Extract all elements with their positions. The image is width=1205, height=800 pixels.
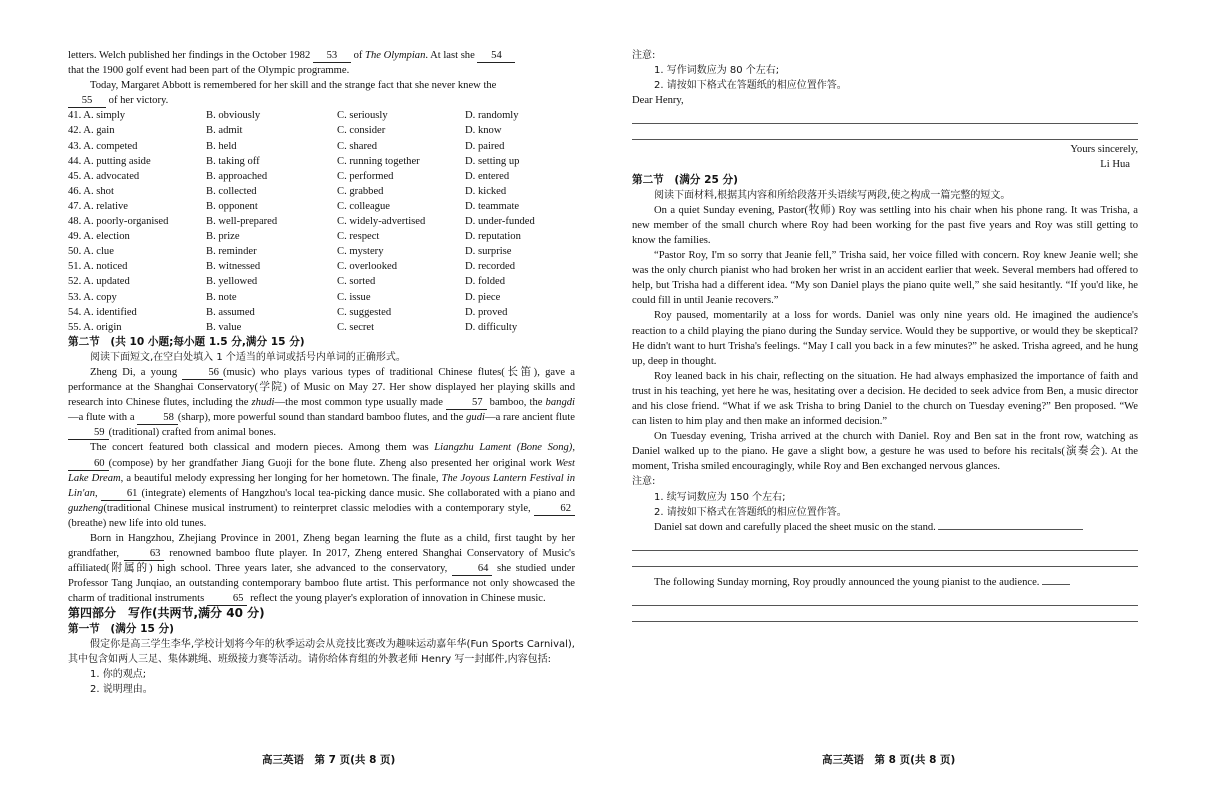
option-d: D. piece [465,291,501,303]
option-a: 46. A. shot [68,185,114,197]
option-b: B. held [206,140,237,152]
option-c: C. performed [337,170,394,182]
intro-line-2: that the 1900 golf event had been part of the Olympic programme. [68,65,350,77]
option-c: C. suggested [337,306,392,318]
option-row [68,320,575,335]
blank-53: 53 [313,50,351,63]
task1-item-2: 2. 说明理由。 [90,683,153,695]
blank-65: 65 [207,593,248,606]
option-row [68,139,575,154]
left-page [68,48,575,697]
option-row [68,290,575,305]
story-paragraph: “Pastor Roy, I'm so sorry that Jeanie fell,” Trisha said, her voice filled with concern. Roy knew Jeanie well; she was the only church pianist who had broken her wrist in an accident earlier that week. Several members had offered to help, but Trisha had a different idea. “My son Daniel plays the piano quite well,” she said hesitantly. “If you'd like, he could fill in until Jeanie recovers.” [632,250,1138,307]
option-a: 52. A. updated [68,276,130,288]
blank-56: 56 [182,367,223,380]
continuation-start-2: The following Sunday morning, Roy proudly announced the young pianist to the audience. [632,575,1138,590]
blank-64: 64 [452,563,493,576]
blank-60: 60 [68,458,109,471]
option-c: C. overlooked [337,261,398,273]
answer-line [632,535,1138,551]
story-paragraph: On a quiet Sunday evening, Pastor(牧师) Roy was settling into his chair when his phone rang. It was Trisha, a new member of the small church where Roy had been working for the past five years and Roy was still getting to know the families. [632,204,1138,246]
option-row [68,214,575,229]
writing-task-1: 假定你是高三学生李华,学校计划将今年的秋季运动会从竞技比赛改为趣味运动嘉年华(Fun Sports Carnival),其中包含如两人三足、集体跳绳、班级接力赛等活动。请你给体育组的外教老师 Henry 写一封邮件,内容包括: [68,638,575,665]
option-row [68,259,575,274]
note2-1: 1. 续写词数应为 150 个左右; [654,491,786,503]
option-d: D. paired [465,140,505,152]
answer-line [632,124,1138,140]
option-c: C. widely-advertised [337,216,426,228]
intro-line-3: Today, Margaret Abbott is remembered for her skill and the strange fact that she never knew the [90,80,497,92]
option-c: C. issue [337,291,371,303]
story-paragraph: Roy paused, momentarily at a loss for words. Daniel was only nine years old. He imagined the audience's reaction to a child playing the piano during the Sunday service. Would they be supportive, or would they be skeptical? He didn't want to hurt Trisha's feelings. “May I call you back in a few minutes?” he asked. Trisha agreed, and he hung up, deep in thought. [632,310,1138,367]
answer-line [632,606,1138,622]
option-b: B. collected [206,185,257,197]
story-paragraph: On Tuesday evening, Trisha arrived at the church with Daniel. Roy and Ben sat in the front row, watching as Daniel walked up to the piano. He gave a slight bow, a gesture he was used to before his recitals(演奏会). At the moment, Trisha smiled encouragingly, while Roy and Ben exchanged nervous glances. [632,431,1138,473]
option-d: D. reputation [465,231,521,243]
option-c: C. shared [337,140,378,152]
option-b: B. reminder [206,246,257,258]
blank-57: 57 [446,397,487,410]
option-c: C. colleague [337,200,390,212]
option-row [68,108,575,123]
option-d: D. randomly [465,110,519,122]
option-a: 53. A. copy [68,291,117,303]
option-a: 43. A. competed [68,140,138,152]
option-a: 47. A. relative [68,200,129,212]
passage-paragraph-2: The concert featured both classical and modern pieces. Among them was Liangzhu Lament (Bone Song), 60 (compose) by her grandfather Jiang Guoji for the bone flute. Zheng also presented her original work West Lake Dream, a beautiful melody expressing her longing for her hometown. The finale, The Joyous Lantern Festival in Lin'an, 61 (integrate) elements of Hangzhou's local tea-picking dance music. She collaborated with a piano and guzheng(traditional Chinese musical instrument) to reinterpret classic melodies with a contemporary style, 62(breathe) new life into old tunes. [68,442,576,529]
continuation-start-1: Daniel sat down and carefully placed the sheet music on the stand. [632,520,1138,535]
option-b: B. taking off [206,155,260,167]
closing: Yours sincerely, [1070,144,1138,156]
passage-paragraph-1: Zheng Di, a young 56 (music) who plays various types of traditional Chinese flutes(长笛), gave a performance at the Shanghai Conservatory(学院) of Music on May 27. Her show displayed her playing skills and research into Chinese flutes, including the zhudi—the most common type usually made 57 bamboo, the bangdi—a flute with a 58 (sharp), more powerful sound than standard bamboo flutes, and the gudi—a rare ancient flute 59 (traditional) crafted from animal bones. [68,366,575,439]
option-a: 50. A. clue [68,246,114,258]
story-paragraph: Roy leaned back in his chair, reflecting on the situation. He had always emphasized the importance of faith and trust in his teaching, yet here he was, hesitating over a decision. He decided to seek advice from Ben, a music director and his close friend. “What if we ask Trisha to bring Daniel to the church on Tuesday evening?” Ben proposed. “We can listen to him play and then make an informed decision.” [632,370,1138,428]
option-d: D. kicked [465,185,507,197]
blank-55: 55 [68,95,106,108]
option-a: 41. A. simply [68,110,126,122]
blank-59: 59 [68,427,109,440]
blank-63: 63 [124,548,165,561]
footer-page-7: 高三英语 第 7 页(共 8 页) [262,754,396,766]
note2-2: 2. 请按如下格式在答题纸的相应位置作答。 [654,506,847,518]
option-b: B. admit [206,125,243,137]
option-b: B. yellowed [206,276,258,288]
option-c: C. consider [337,125,386,137]
signature: Li Hua [1100,159,1130,171]
option-c: C. respect [337,231,380,243]
option-row [68,154,575,169]
option-d: D. difficulty [465,321,518,333]
option-row [68,184,575,199]
right-section2-instruction: 阅读下面材料,根据其内容和所给段落开头语续写两段,使之构成一篇完整的短文。 [654,189,1011,201]
option-c: C. grabbed [337,185,384,197]
right-section2-title: 第二节 (满分 25 分) [632,173,738,186]
option-a: 44. A. putting aside [68,155,151,167]
option-d: D. surprise [465,246,512,258]
options-table [68,108,575,334]
blank-54: 54 [477,50,515,63]
option-a: 48. A. poorly-organised [68,216,169,228]
section2-instruction: 阅读下面短文,在空白处填入 1 个适当的单词或括号内单词的正确形式。 [90,351,406,363]
option-d: D. entered [465,170,510,182]
option-row [68,274,575,289]
option-d: D. setting up [465,155,520,167]
option-row [68,229,575,244]
answer-line [632,590,1138,606]
option-d: D. folded [465,276,506,288]
blank-58: 58 [137,412,178,425]
option-b: B. value [206,321,242,333]
note-title: 注意: [632,50,656,61]
option-a: 42. A. gain [68,125,115,137]
option-d: D. recorded [465,261,515,273]
note-2: 2. 请按如下格式在答题纸的相应位置作答。 [654,80,847,92]
option-b: B. obviously [206,110,261,122]
option-row [68,199,575,214]
option-b: B. assumed [206,306,255,318]
salutation: Dear Henry, [632,95,684,107]
option-a: 49. A. election [68,231,130,243]
option-c: C. seriously [337,110,388,122]
part4-section1-title: 第一节 (满分 15 分) [68,622,174,635]
option-b: B. opponent [206,200,258,212]
option-c: C. mystery [337,246,384,258]
option-b: B. note [206,291,237,303]
blank-61: 61 [101,488,142,501]
intro-line-1: letters. Welch published her findings in the October 1982 53 of The Olympian. At last she 54 [68,48,575,63]
option-row [68,244,575,259]
option-b: B. witnessed [206,261,261,273]
option-row [68,169,575,184]
option-a: 45. A. advocated [68,170,140,182]
right-page [632,48,1138,622]
option-d: D. teammate [465,200,520,212]
option-c: C. secret [337,321,375,333]
section2-title: 第二节 (共 10 小题;每小题 1.5 分,满分 15 分) [68,335,305,348]
footer-page-8: 高三英语 第 8 页(共 8 页) [822,754,956,766]
part4-title: 第四部分 写作(共两节,满分 40 分) [68,606,265,621]
task1-item-1: 1. 你的观点; [90,668,147,680]
option-a: 55. A. origin [68,321,122,333]
blank-62: 62 [534,503,575,516]
option-d: D. proved [465,306,508,318]
answer-line [632,551,1138,567]
option-a: 54. A. identified [68,306,137,318]
option-row [68,123,575,138]
option-d: D. know [465,125,502,137]
option-b: B. well-prepared [206,216,278,228]
option-c: C. sorted [337,276,376,288]
note2-title: 注意: [632,476,656,488]
intro-line-4: 55 of her victory. [68,93,575,108]
option-b: B. prize [206,231,240,243]
note-1: 1. 写作词数应为 80 个左右; [654,65,780,77]
passage-paragraph-3: Born in Hangzhou, Zhejiang Province in 2001, Zheng began learning the flute as a child, first taught by her grandfather, 63 renowned bamboo flute player. In 2017, Zheng entered Shanghai Conservatory of Music's affiliated(附属的) high school. Three years later, she advanced to the conservatory, 64 she studied under Professor Tang Junqiao, an outstanding contemporary bamboo flute artist. This performance not only showcased the charm of traditional instruments 65 reflect the young player's exploration of innovation in Chinese music. [68,533,575,605]
option-c: C. running together [337,155,420,167]
option-b: B. approached [206,170,268,182]
option-a: 51. A. noticed [68,261,128,273]
answer-line [632,108,1138,124]
option-d: D. under-funded [465,216,535,228]
option-row [68,305,575,320]
